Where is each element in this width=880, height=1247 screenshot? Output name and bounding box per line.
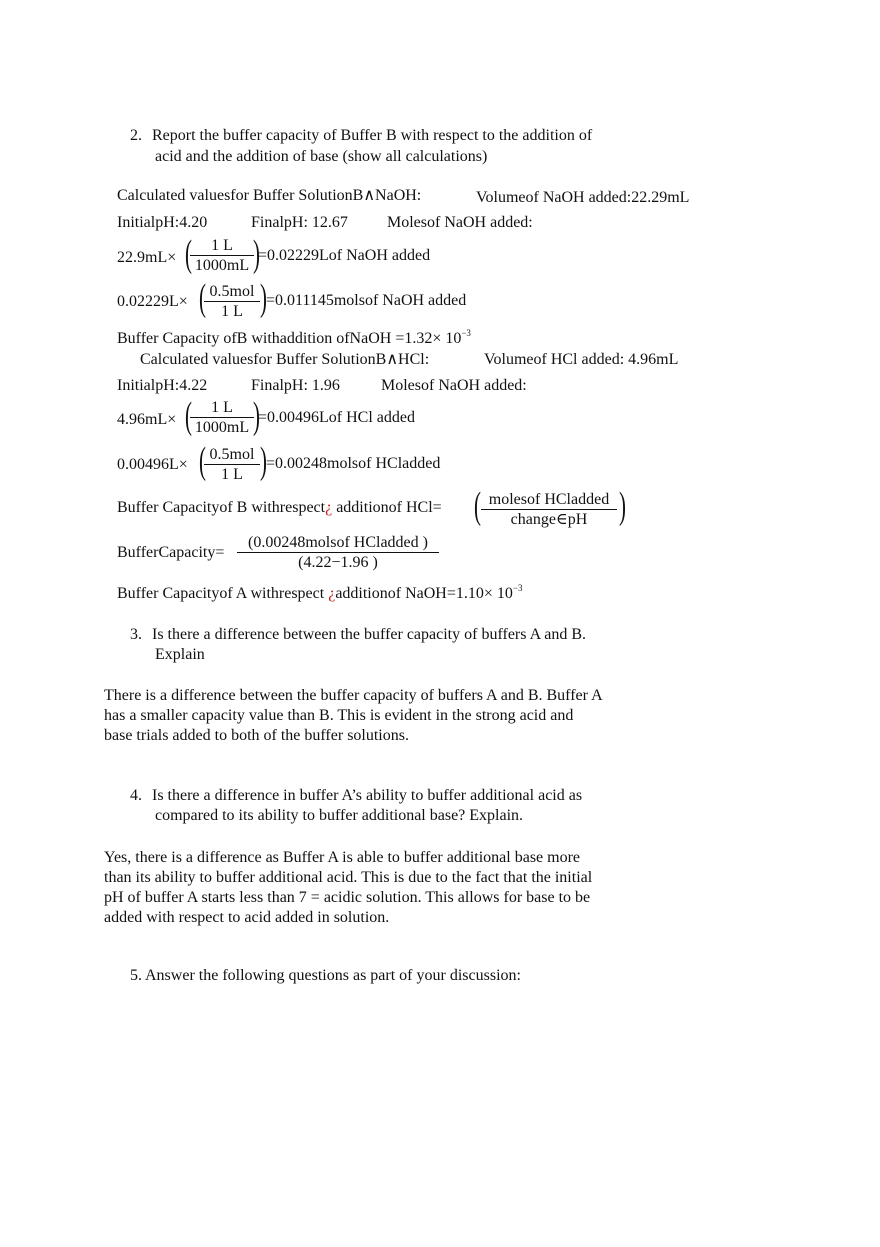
- bc-left: BufferCapacity=: [117, 544, 225, 561]
- q4-number: 4.: [130, 787, 142, 804]
- answer-3-line: base trials added to both of the buffer solutions.: [104, 727, 409, 744]
- naoh-heading: Calculated valuesfor Buffer SolutionB∧NaOH:: [117, 187, 422, 204]
- hcl-calc1-left: 4.96mL×: [117, 411, 177, 428]
- hcl-formula-den: change∈pH: [510, 511, 588, 528]
- naoh-calc2-num: 0.5mol: [204, 284, 260, 302]
- naoh-final-ph: FinalpH: 12.67: [251, 214, 348, 231]
- naoh-calc2-fraction: [204, 284, 260, 320]
- paren-close: ): [260, 277, 267, 319]
- final-capacity-text-b: additionof NaOH=1.10× 10: [335, 585, 513, 602]
- naoh-calc1-num: 1 L: [190, 238, 254, 256]
- final-capacity-exp: −3: [512, 583, 523, 593]
- hcl-heading: Calculated valuesfor Buffer SolutionB∧HCl:: [140, 351, 430, 368]
- bc-den: (4.22−1.96 ): [298, 554, 378, 571]
- hcl-calc2-right: =0.00248molsof HCladded: [266, 455, 441, 472]
- paren-open: (: [185, 395, 192, 437]
- hcl-formula-text-b: additionof HCl=: [332, 499, 442, 516]
- final-capacity-text-a: Buffer Capacityof A withrespect: [117, 585, 329, 602]
- naoh-calc2-right: =0.011145molsof NaOH added: [266, 292, 467, 309]
- naoh-initial-ph: InitialpH:4.20: [117, 214, 208, 231]
- answer-4-line: pH of buffer A starts less than 7 = acidic solution. This allows for base to be: [104, 889, 591, 906]
- hcl-formula-fraction: [481, 492, 617, 528]
- hcl-initial-ph: InitialpH:4.22: [117, 377, 208, 394]
- paren-close: ): [619, 485, 626, 527]
- q3-line1: Is there a difference between the buffer capacity of buffers A and B.: [152, 626, 587, 643]
- hcl-calc1-num: 1 L: [190, 400, 254, 418]
- naoh-capacity: [117, 329, 471, 347]
- bc-num: (0.00248molsof HCladded ): [237, 535, 439, 553]
- q5-number: 5.: [130, 967, 142, 984]
- hcl-formula-num: molesof HCladded: [481, 492, 617, 510]
- paren-open: (: [199, 277, 206, 319]
- hcl-moles-label: Molesof NaOH added:: [381, 377, 527, 394]
- answer-4-line: Yes, there is a difference as Buffer A is able to buffer additional base more: [104, 849, 581, 866]
- q4-line2: compared to its ability to buffer additional base? Explain.: [155, 807, 524, 824]
- paren-close: ): [253, 233, 260, 275]
- answer-3-line: There is a difference between the buffer capacity of buffers A and B. Buffer A: [104, 687, 603, 704]
- bc-fraction: [237, 535, 439, 571]
- hcl-calc1-right: =0.00496Lof HCl added: [258, 409, 415, 426]
- hcl-calc2-num: 0.5mol: [204, 447, 260, 465]
- answer-3: [104, 686, 664, 746]
- hcl-volume: Volumeof HCl added: 4.96mL: [484, 351, 679, 368]
- final-capacity: [117, 584, 522, 602]
- hcl-calc1-fraction: [190, 400, 254, 436]
- naoh-calc1-left: 22.9mL×: [117, 249, 177, 266]
- naoh-calc1-den: 1000mL: [194, 257, 250, 274]
- naoh-volume: Volumeof NaOH added:22.29mL: [476, 189, 690, 206]
- paren-open: (: [185, 233, 192, 275]
- naoh-moles-label: Molesof NaOH added:: [387, 214, 533, 231]
- paren-open: (: [199, 440, 206, 482]
- q3-number: 3.: [130, 626, 142, 643]
- hcl-formula-red-glyph: ¿: [325, 499, 333, 516]
- naoh-calc2-left: 0.02229L×: [117, 293, 188, 310]
- hcl-formula-left: [117, 500, 442, 516]
- answer-4-line: added with respect to acid added in solution.: [104, 909, 390, 926]
- answer-3-line: has a smaller capacity value than B. This is evident in the strong acid and: [104, 707, 574, 724]
- naoh-calc2-den: 1 L: [221, 303, 243, 320]
- paren-open: (: [474, 485, 481, 527]
- paren-close: ): [253, 395, 260, 437]
- hcl-calc1-den: 1000mL: [194, 419, 250, 436]
- hcl-calc2-fraction: [204, 447, 260, 483]
- naoh-calc1-fraction: [190, 238, 254, 274]
- hcl-calc2-den: 1 L: [221, 466, 243, 483]
- naoh-calc1-right: =0.02229Lof NaOH added: [258, 247, 431, 264]
- q2-line2: acid and the addition of base (show all calculations): [155, 148, 488, 165]
- hcl-calc2-left: 0.00496L×: [117, 456, 188, 473]
- q2-number: 2.: [130, 127, 142, 144]
- naoh-capacity-text: Buffer Capacity ofB withaddition ofNaOH =1.32× 10: [117, 330, 462, 347]
- answer-4: [104, 848, 664, 928]
- answer-4-line: than its ability to buffer additional acid. This is due to the fact that the initial: [104, 869, 593, 886]
- q3-line2: Explain: [155, 646, 205, 663]
- hcl-final-ph: FinalpH: 1.96: [251, 377, 340, 394]
- naoh-capacity-exp: −3: [461, 328, 471, 338]
- hcl-formula-text-a: Buffer Capacityof B withrespect: [117, 499, 326, 516]
- q2-line1: Report the buffer capacity of Buffer B with respect to the addition of: [152, 127, 593, 144]
- paren-close: ): [260, 440, 267, 482]
- q5-line1: Answer the following questions as part of your discussion:: [145, 967, 521, 984]
- final-capacity-red-glyph: ¿: [328, 585, 336, 602]
- q4-line1: Is there a difference in buffer A’s ability to buffer additional acid as: [152, 787, 583, 804]
